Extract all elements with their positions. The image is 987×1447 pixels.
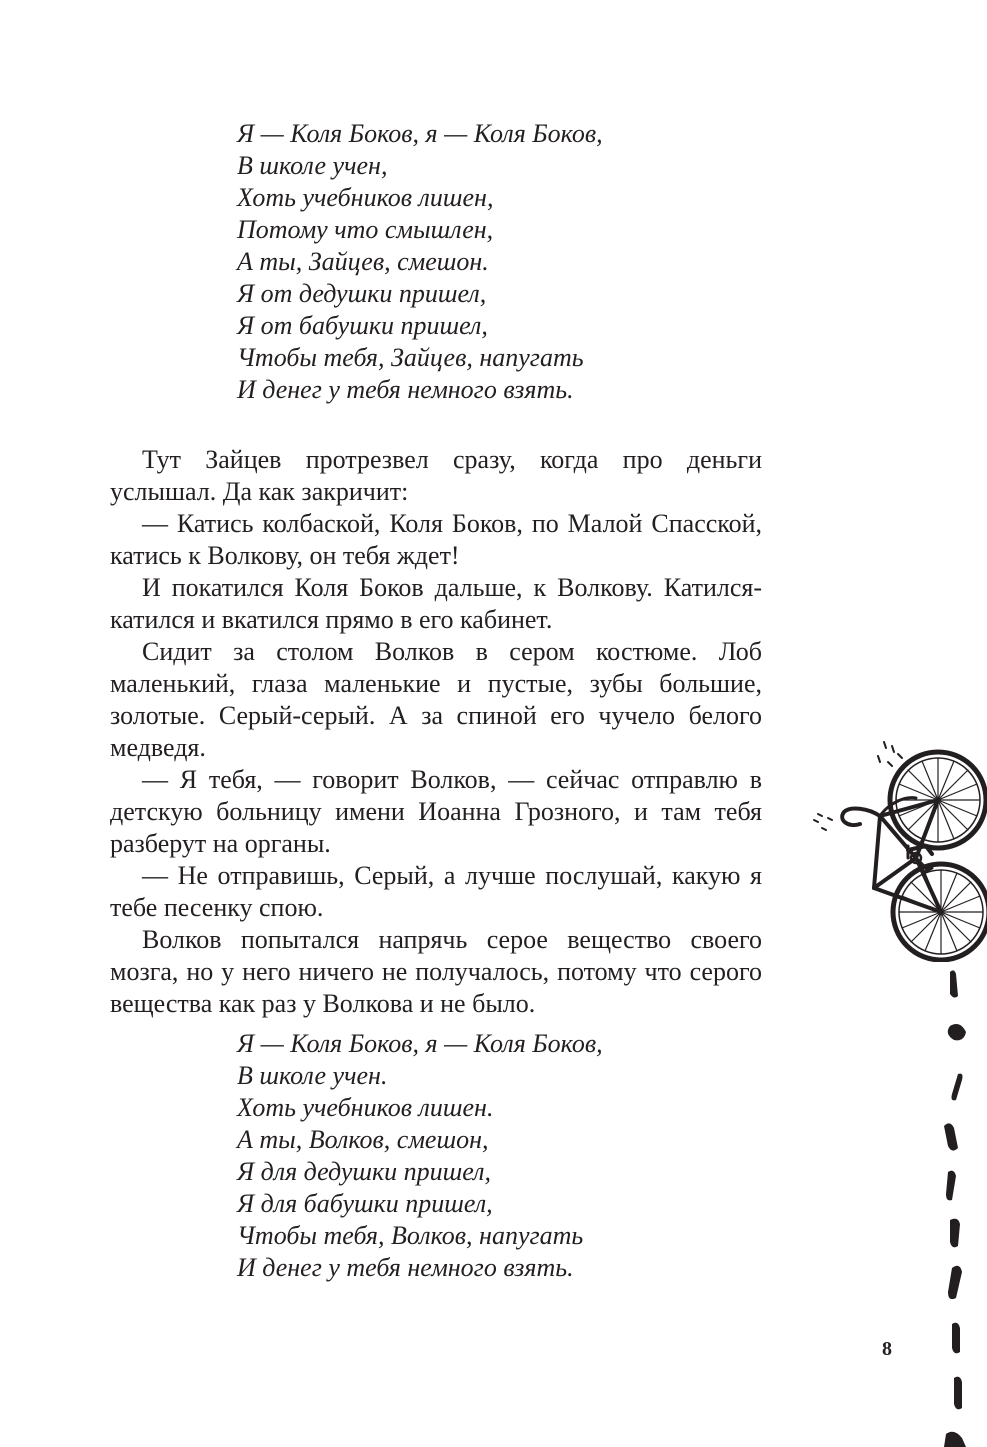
verse-line: Хоть учебников лишен. <box>237 1093 494 1122</box>
paragraph: Сидит за столом Волков в сером костюме. Лоб маленький, глаза маленькие и пустые, зубы большие, золотые. Серый-серый. А за спиной его чучело белого медведя. <box>110 637 762 762</box>
verse-line: Я — Коля Боков, я — Коля Боков, <box>237 1029 603 1058</box>
paragraph: — Катись колбаской, Коля Боков, по Малой Спасской, катись к Волкову, он тебя ждет! <box>110 509 762 570</box>
verse-line: Я — Коля Боков, я — Коля Боков, <box>237 119 603 148</box>
verse-line: Я для дедушки пришел, <box>237 1157 492 1186</box>
paragraph: Тут Зайцев протрезвел сразу, когда про деньги услышал. Да как закричит: <box>110 445 762 506</box>
verse-line: Я от бабушки пришел, <box>237 311 488 340</box>
verse-line: Чтобы тебя, Зайцев, напугать <box>237 343 584 372</box>
page-number: 8 <box>882 1338 892 1360</box>
paragraph: Волков попытался напрячь серое вещество своего мозга, но у него ничего не получалось, потому что серого вещества как раз у Волкова и не было. <box>110 925 762 1018</box>
verse-line: А ты, Зайцев, смешон. <box>237 247 489 276</box>
verse-line: Чтобы тебя, Волков, напугать <box>237 1221 584 1250</box>
verse-line: Я для бабушки пришел, <box>237 1189 493 1218</box>
paragraph: — Я тебя, — говорит Волков, — сейчас отправлю в детскую больницу имени Иоанна Грозного, и там тебя разберут на органы. <box>110 765 762 858</box>
verse-line: И денег у тебя немного взять. <box>237 375 574 404</box>
verse-line: А ты, Волков, смешон, <box>237 1125 489 1154</box>
verse-line: В школе учен. <box>237 1061 388 1090</box>
verse-line: Хоть учебников лишен, <box>237 183 494 212</box>
paragraph: И покатился Коля Боков дальше, к Волкову. Катился-катился и вкатился прямо в его кабинет. <box>110 573 762 634</box>
paragraph: — Не отправишь, Серый, а лучше послушай, какую я тебе песенку спою. <box>110 861 762 922</box>
verse-line: В школе учен, <box>237 151 388 180</box>
verse-stanza-1 <box>237 118 603 406</box>
verse-stanza-2 <box>237 1028 603 1284</box>
bicycle-icon <box>808 738 987 962</box>
verse-line: Я от дедушки пришел, <box>237 279 487 308</box>
prose-block <box>110 444 762 1020</box>
dashed-trail-decoration <box>930 962 987 1447</box>
verse-line: Потому что смышлен, <box>237 215 494 244</box>
verse-line: И денег у тебя немного взять. <box>237 1253 574 1282</box>
